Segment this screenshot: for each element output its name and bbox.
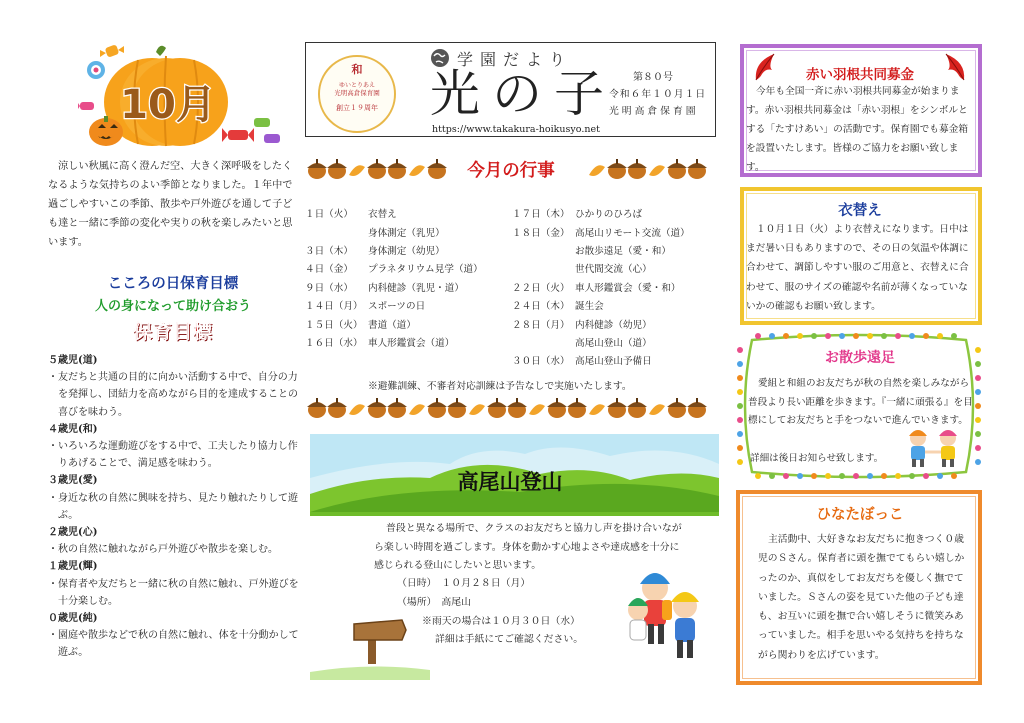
event-date: １５日（火） [305,319,363,331]
event-name: スポーツの日 [368,301,426,313]
decorative-dot [737,375,743,381]
decorative-dot [937,473,943,479]
leaf-icon [529,404,545,415]
event-row [305,241,483,259]
event-name: 車人形鑑賞会（愛・和） [575,282,681,294]
decorative-dot [853,473,859,479]
goal-item [48,558,300,610]
decorative-dot [923,333,929,339]
goal-age: ３歳児(愛) [48,475,98,487]
red-feather-body: 今年も全国一斉に赤い羽根共同募金が始まります。赤い羽根共同募金は「赤い羽根」をシンボルとする「たすけあい」の活動です。保育園でも募金箱を設置いたします。皆様のご協力をお願い致します。 [746,86,969,173]
takao-datetime: （日時） １０月２８日（月） [397,578,531,589]
october-pumpkin-illustration [78,40,288,152]
acorn-icon [627,159,647,179]
acorn-icon [667,398,687,418]
decorative-dot [737,347,743,353]
event-name: プラネタリウム見学（道） [368,264,483,276]
candy-icon [87,61,105,79]
takao-detail-note: 詳細は手紙にてご確認ください。 [435,634,584,645]
event-row [305,204,483,222]
decorative-dot [737,431,743,437]
event-name: 誕生会 [575,301,604,313]
acorn-icon [687,398,707,418]
intro-paragraph: 涼しい秋風に高く澄んだ空、大きく深呼吸をしたくなるような気持ちのよい季節となりました。１年中で過ごしやすいこの季節、散歩や戸外遊びを通して子ども達と一緒に季節の変化や実りの秋を楽しみたいと思います。 [48,161,293,248]
event-name: 身体測定（乳児） [368,227,445,239]
walk-excursion-body: 愛組と和組のお友だちが秋の自然を楽しみながら普段より長い距離を歩きます。『一緒に頑張る』を目標にしてお友だちと手をつないで進んでいきます。 [748,378,973,426]
takao-place: （場所） 高尾山 [397,597,472,608]
decorative-dot [867,473,873,479]
event-name: 車人形鑑賞会（道） [368,337,455,349]
decorative-dot [755,473,761,479]
kokoro-goal-subtitle: 人の身になって助け合おう [94,299,251,314]
decorative-dot [975,445,981,451]
event-row [512,314,690,332]
decorative-dot [737,445,743,451]
takao-title: 高尾山登山 [457,470,563,494]
decorative-dot [881,333,887,339]
event-row [305,259,483,277]
candy-icon [78,100,94,112]
decorative-dot [737,417,743,423]
newsletter-label: 学園だより [457,50,573,69]
decorative-dot [737,361,743,367]
goal-age: ５歳児(道) [48,355,98,366]
website-url: https://www.takakura-hoikusyo.net [432,124,600,135]
decorative-dot [839,473,845,479]
goal-age: １歳児(輝) [48,561,98,573]
decorative-dot [895,333,901,339]
leaf-icon [409,165,425,176]
event-date: １６日（水） [305,337,363,349]
decorative-dot [797,333,803,339]
event-date: ４日（金） [305,264,353,276]
acorn-icon [447,398,467,418]
clothing-change-title: 衣替え [838,203,882,219]
goal-item [48,472,300,524]
event-row [512,259,690,277]
decorative-dot [737,403,743,409]
decorative-dot [951,333,957,339]
clothing-change-body: １０月１日（火）より衣替えになります。日中はまだ暑い日もありますので、その日の気温や体調に合わせて、調節しやすい服のご用意と、衣替えに合わせて、服のサイズの確認や名前が薄くなっていないかの確認もお願い致します。 [746,224,969,312]
decorative-dot [975,347,981,353]
event-name: 書道（道） [368,319,416,331]
decorative-dot [853,333,859,339]
decorative-dot [909,473,915,479]
acorn-icon [387,159,407,179]
acorn-icon [507,398,527,418]
leaf-icon [649,165,665,176]
event-date: １日（火） [305,209,353,221]
logo-text-2: 光明高倉保育園 [334,89,380,97]
leaf-icon [349,404,365,415]
hinatabokko-body: 主活動中、大好きなお友だちに抱きつく０歳児のＳさん。保育者に頭を撫でてもらい嬉しかったのか、真似をしてお友だちを優しく撫でていました。Ｓさんの姿を見ていた他の子ども達も、お互いに頭を撫で合い嬉しそうに微笑みあっていました。相手を思いやる気持ちを持ちながら関わりを広げています。 [758,534,965,661]
acorn-icon [387,398,407,418]
decorative-dot [783,333,789,339]
acorn-icon [547,398,567,418]
event-row [305,314,483,332]
takao-body: 普段と異なる場所で、クラスのお友だちと協力し声を掛け合いながら楽しい時間を過ごします。身体を動かす心地よさや達成感を十分に感じられる登山にしたいと思います。 [374,523,682,572]
leaf-icon [469,404,485,415]
event-name: 身体測定（幼児） [368,245,445,257]
goal-text: ・園庭や散歩などで秋の自然に触れ、体を十分動かして遊ぶ。 [48,630,299,659]
walk-excursion-title: お散歩遠足 [825,350,895,366]
issue-number: 第８０号 [633,72,673,83]
events-list-left [305,204,483,351]
acorn-icon [607,398,627,418]
event-name: ひかりのひろば [575,209,643,221]
events-title: 今月の行事 [467,161,555,181]
goal-age: ４歳児(和) [48,423,98,435]
event-row [512,204,690,222]
decorative-dot [825,473,831,479]
event-row [305,333,483,351]
leaf-icon [349,165,365,176]
leaf-icon [409,404,425,415]
event-date: ２４日（木） [512,301,570,313]
goal-text: ・身近な秋の自然に興味を持ち、見たり触れたりして遊ぶ。 [48,492,298,521]
event-row [512,241,690,259]
goal-item [48,524,300,558]
event-row [512,333,690,351]
event-row [512,351,690,369]
decorative-dot [769,333,775,339]
event-row [512,222,690,240]
event-date: ９日（水） [305,282,353,294]
decorative-dot [951,473,957,479]
decorative-dot [797,473,803,479]
event-row [512,278,690,296]
logo-text-3: 創立１９周年 [336,104,378,112]
october-label: 10月 [120,82,216,128]
event-date: １４日（月） [305,301,363,313]
goal-age: ２歳児(心) [48,527,98,539]
event-date: ２２日（火） [512,282,570,294]
acorn-icon [627,398,647,418]
decorative-dot [839,333,845,339]
decorative-dot [895,473,901,479]
acorn-icon [327,398,347,418]
leaf-icon [649,404,665,415]
hinatabokko-title: ひなたぼっこ [816,507,904,523]
event-row [305,222,483,240]
decorative-dot [769,473,775,479]
event-name: お散歩遠足（愛・和） [575,245,671,257]
event-date: １７日（木） [512,209,570,221]
issue-date: 令和６年１０月１日 [609,89,707,100]
goal-text: ・秋の自然に触れながら戸外遊びや散歩を楽しむ。 [48,544,278,556]
red-feather-title: 赤い羽根共同募金 [806,67,914,83]
goal-age: ０歳児(純) [48,613,98,625]
candy-icon [100,44,124,58]
event-date: ３０日（水） [512,356,570,368]
decorative-dot [811,333,817,339]
acorn-icon [307,398,327,418]
decorative-dot [825,333,831,339]
event-date: １８日（金） [512,227,570,239]
event-row [512,296,690,314]
event-date: ３日（木） [305,245,353,257]
logo-mark: 和 [351,63,363,76]
event-row [305,296,483,314]
childcare-goals-list [48,352,300,662]
nursery-name: 光明高倉保育園 [609,106,699,117]
acorn-icon [607,159,627,179]
decorative-dot [975,431,981,437]
acorn-icon [327,159,347,179]
event-row [305,278,483,296]
decorative-dot [937,333,943,339]
logo-text-1: ゆいとりあえ [338,82,375,89]
acorn-icon [427,159,447,179]
walk-excursion-detail: 詳細は後日お知らせ致します。 [750,453,884,464]
drill-note: ※避難訓練、不審者対応訓練は予告なしで実施いたします。 [368,381,632,392]
decorative-dot [867,333,873,339]
event-name: 高尾山リモート交流（道） [575,227,690,239]
goal-text: ・保育者や友だちと一緒に秋の自然に触れ、戸外遊びを十分楽しむ。 [48,578,299,607]
event-date: ２８日（月） [512,319,570,331]
goal-item [48,610,300,662]
event-name: 内科健診（乳児・道） [368,282,464,294]
acorn-icon [687,159,707,179]
decorative-dot [975,459,981,465]
event-name: 高尾山登山（道） [575,337,652,349]
childcare-goals-title: 保育目標 [132,321,213,343]
acorn-icon [487,398,507,418]
acorn-icon [427,398,447,418]
newsletter-title: 光の子 [430,65,616,123]
event-name: 衣替え [368,209,397,221]
acorn-icon [307,159,327,179]
decorative-dot [737,389,743,395]
decorative-dot [755,333,761,339]
leaf-icon [589,165,605,176]
candy-icon [222,118,280,143]
walking-children-icon [900,428,970,468]
decorative-dot [881,473,887,479]
goal-item [48,421,300,473]
acorn-icon [367,159,387,179]
decorative-dot [975,361,981,367]
decorative-dot [923,473,929,479]
goal-text: ・友だちと共通の目的に向かい活動する中で、自分の力を発揮し、団結力を高めながら目的を達成することの喜びを味わう。 [48,372,298,418]
decorative-dot [737,459,743,465]
decorative-dot [783,473,789,479]
acorn-icon [367,398,387,418]
acorn-border-bottom [305,396,717,422]
acorn-icon [567,398,587,418]
event-name: 世代間交流（心） [575,264,652,276]
goal-text: ・いろいろな運動遊びをする中で、工夫したり協力し作りあげることで、満足感を味わう。 [48,441,298,470]
leaf-icon [589,404,605,415]
acorn-icon [667,159,687,179]
kokoro-goal-title: こころの日保育目標 [107,276,239,292]
takao-rain-note: ※雨天の場合は１０月３０日（水） [422,616,581,627]
decorative-dot [811,473,817,479]
event-name: 内科健診（幼児） [575,319,652,331]
decorative-dot [909,333,915,339]
goal-item [48,352,300,421]
events-list-right [512,204,690,370]
event-name: 高尾山登山予備日 [575,356,652,368]
